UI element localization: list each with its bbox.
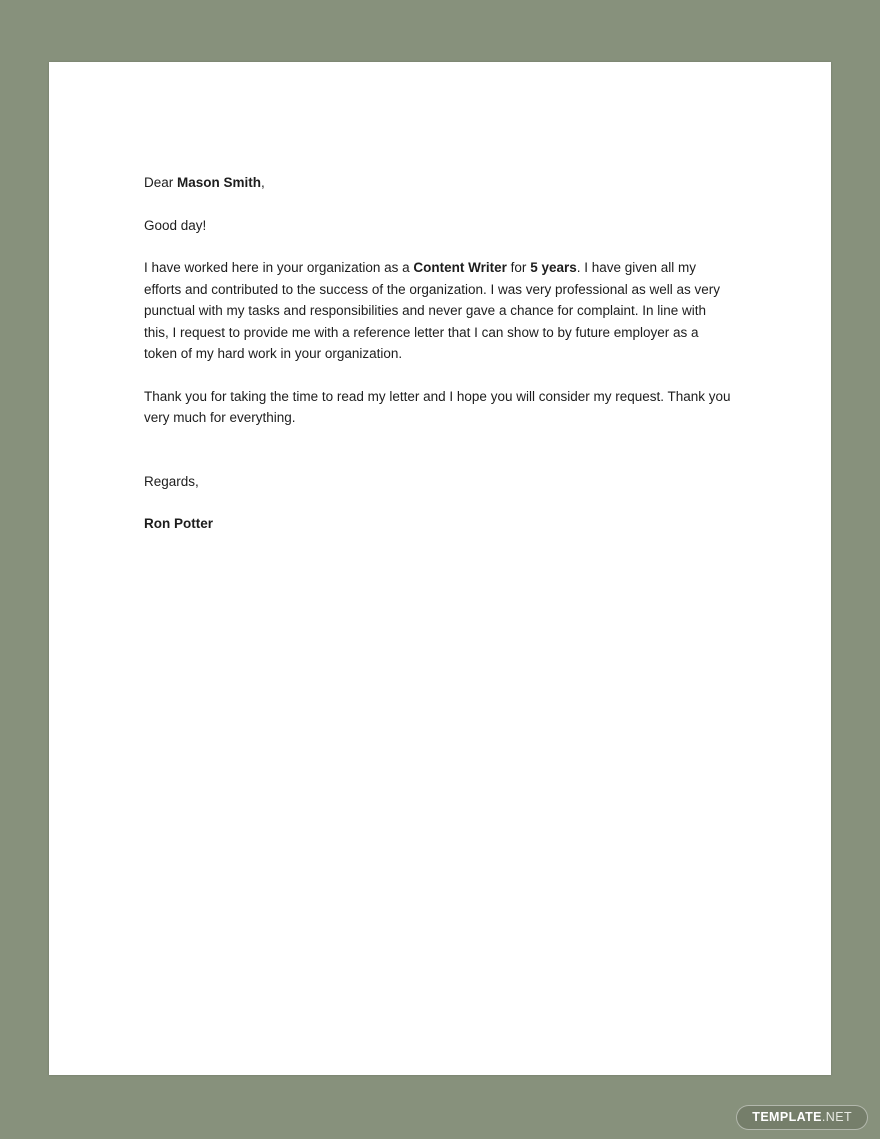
closing-line: Regards,	[144, 473, 199, 489]
body-paragraph-2: Thank you for taking the time to read my letter and I hope you will consider my request. Thank you very much for everything.	[144, 388, 731, 425]
salutation-suffix: ,	[261, 175, 265, 190]
salutation-prefix: Dear	[144, 175, 178, 190]
letter-document	[49, 62, 831, 1075]
badge-brand-bold: TEMPLATE	[752, 1109, 822, 1124]
badge-brand-light: .NET	[821, 1109, 852, 1124]
body-paragraph-1: I have worked here in your organization as a Content Writer for 5 years. I have given all my efforts and contributed to the success of the organization. I was very professional as well as very punctual with my tasks and responsibilities and never gave a chance for complaint. In line with this, I request to provide me with a reference letter that I can show to by future employer as a token of my hard work in your organization.	[144, 260, 721, 361]
signature-name: Ron Potter	[144, 516, 213, 531]
recipient-name: Mason Smith	[177, 175, 262, 190]
templatenet-badge[interactable]	[736, 1105, 868, 1131]
salutation-line	[144, 172, 731, 194]
letter-body	[49, 62, 831, 535]
greeting-line: Good day!	[144, 217, 207, 233]
